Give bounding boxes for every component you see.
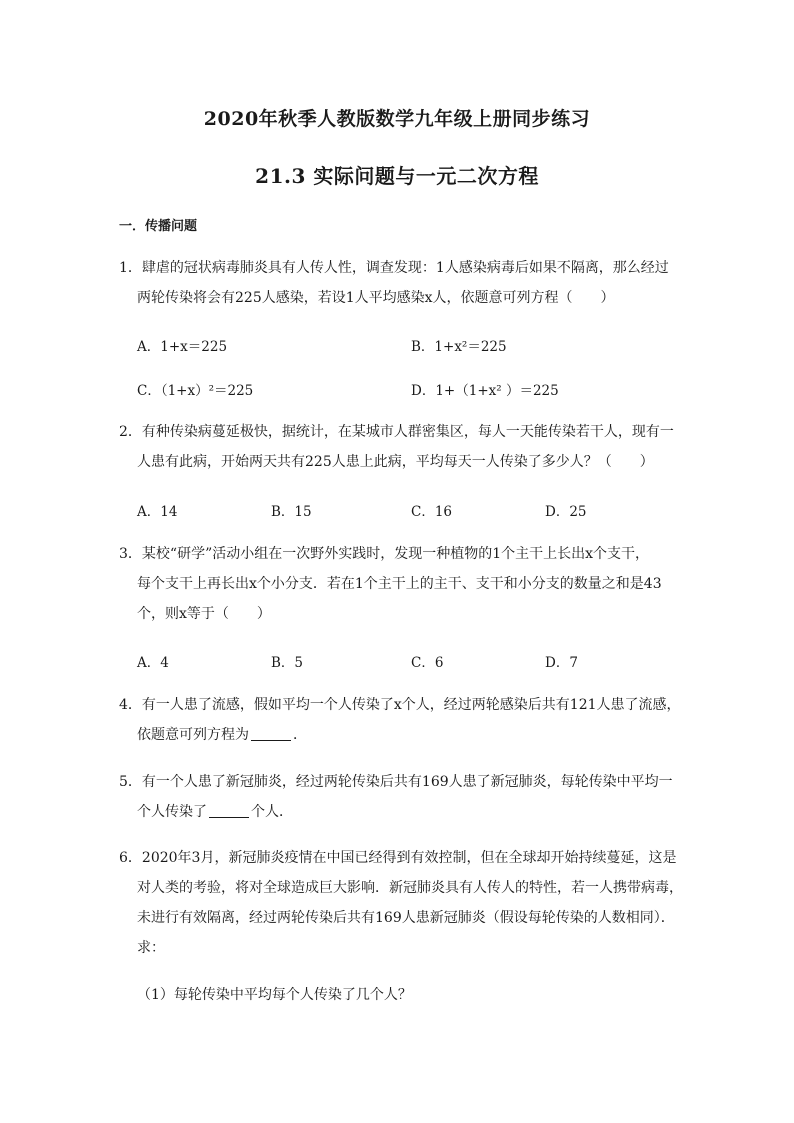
question-3-option-b: B．5 (271, 655, 304, 671)
question-6-line-2: 对人类的考验，将对全球造成巨大影响．新冠肺炎具有人传人的特性，若一人携带病毒， (137, 880, 683, 896)
question-3-option-c: C．6 (411, 655, 444, 671)
question-2-option-a: A．14 (137, 504, 178, 520)
question-3-line-2: 每个支干上再长出x个小分支．若在1个主干上的主干、支干和小分支的数量之和是43 (137, 576, 662, 592)
question-2-option-b: B．15 (271, 504, 312, 520)
question-5-prompt: 个人传染了 (137, 804, 207, 820)
question-6-line-3: 未进行有效隔离，经过两轮传染后共有169人患新冠肺炎（假设每轮传染的人数相同）． (137, 910, 675, 926)
question-4-prompt: 依题意可列方程为 (137, 727, 249, 743)
question-1-option-d: D．1+（1+x² ）＝225 (411, 383, 559, 399)
page-title: 2020年秋季人教版数学九年级上册同步练习 (203, 108, 591, 130)
question-2-option-d: D．25 (545, 504, 587, 520)
question-4-end: ． (293, 727, 307, 743)
question-3-option-a: A．4 (137, 655, 169, 671)
question-1-option-c: C．（1+x）²＝225 (137, 383, 254, 399)
question-4-line-2 (137, 725, 307, 745)
question-3-option-d: D．7 (545, 655, 578, 671)
question-1-option-a: A．1+x＝225 (137, 339, 228, 355)
question-5-line-1: 5．有一个人患了新冠肺炎，经过两轮传染后共有169人患了新冠肺炎，每轮传染中平均一 (119, 774, 673, 790)
question-6-subquestion-1: （1）每轮传染中平均每个人传染了几个人？ (137, 987, 412, 1003)
section-heading: 一．传播问题 (119, 219, 198, 234)
answer-blank[interactable] (209, 803, 249, 818)
question-2-line-2: 人患有此病，开始两天共有225人患上此病，平均每天一人传染了多少人？（ ） (137, 454, 654, 470)
question-6-line-1: 6．2020年3月，新冠肺炎疫情在中国已经得到有效控制，但在全球却开始持续蔓延，这是 (119, 850, 677, 866)
question-1-line-1: 1．肆虐的冠状病毒肺炎具有人传人性，调查发现：1人感染病毒后如果不隔离，那么经过 (119, 260, 669, 276)
question-2-option-c: C．16 (411, 504, 453, 520)
question-2-line-1: 2．有种传染病蔓延极快，据统计，在某城市人群密集区，每人一天能传染若干人，现有一 (119, 424, 674, 440)
question-3-line-3: 个，则x等于（ ） (137, 606, 271, 622)
question-3-line-1: 3．某校“研学”活动小组在一次野外实践时，发现一种植物的1个主干上长出x个支干， (119, 546, 650, 562)
question-6-line-4: 求： (137, 940, 165, 956)
question-1-line-2: 两轮传染将会有225人感染，若设1人平均感染x人，依题意可列方程（ ） (137, 290, 615, 306)
question-5-end: 个人． (251, 804, 293, 820)
question-4-line-1: 4．有一人患了流感，假如平均一个人传染了x个人，经过两轮感染后共有121人患了流感， (119, 697, 681, 713)
page-subtitle: 21.3 实际问题与一元二次方程 (255, 164, 539, 188)
answer-blank[interactable] (251, 726, 291, 741)
question-1-option-b: B．1+x²＝225 (411, 339, 507, 355)
question-5-line-2 (137, 802, 293, 822)
